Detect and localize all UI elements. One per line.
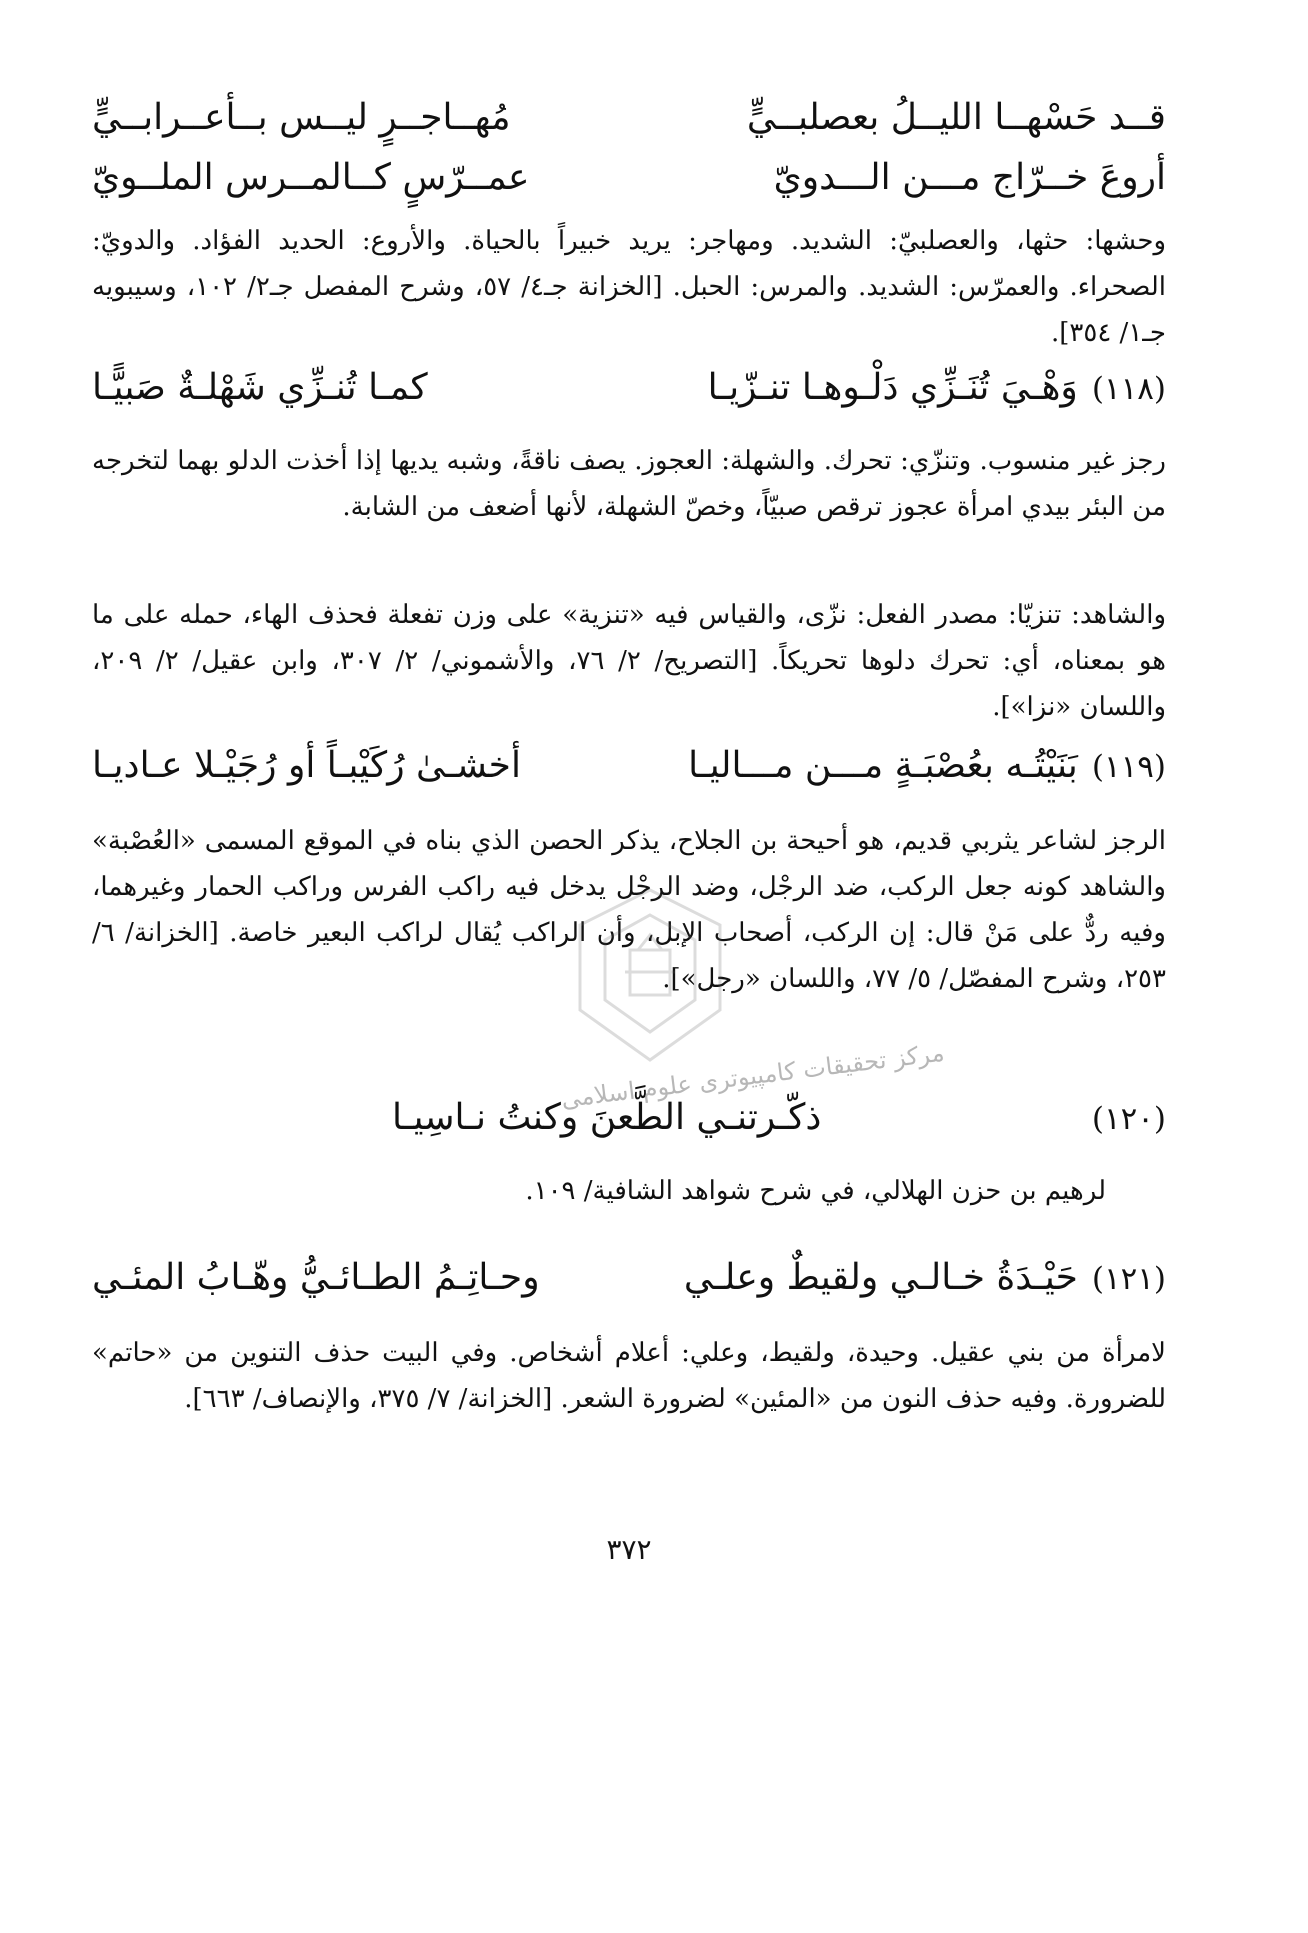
note-118-explanation bbox=[92, 438, 1166, 530]
note-121 bbox=[92, 1330, 1166, 1422]
verse-117-line-2 bbox=[92, 148, 1166, 208]
note-118-explanation-text: رجز غير منسوب. وتنزّي: تحرك. والشهلة: العجوز. يصف ناقةً، وشبه يديها إذا أخذت الدلو بهما لتخرجه من البئر بيدي امرأة عجوز ترقص صبيّاً، وخصّ الشهلة، لأنها أضعف من الشابة. bbox=[92, 446, 1166, 522]
note-118-evidence bbox=[92, 592, 1166, 730]
verse-119 bbox=[92, 736, 1166, 796]
verse-121-first-hemistich bbox=[684, 1248, 1166, 1309]
verse-117-line-2-first-hemistich: أروعَ خــرّاج مـــن الـــدويّ bbox=[773, 157, 1166, 198]
note-120 bbox=[92, 1168, 1166, 1214]
note-119-text: الرجز لشاعر يثربي قديم، هو أحيحة بن الجلاح، يذكر الحصن الذي بناه في الموقع المسمى «العُصْبة» والشاهد كونه جعل الركب، ضد الرجْل، وضد الرجْل يدخل فيه راكب الفرس وراكب الحمار وغيرهما، وفيه ردٌّ على مَنْ قال: إن الركب، أصحاب الإبل، وأن الراكب يُقال لراكب البعير خاصة. [الخزانة/ ٦/ ٢٥٣، وشرح المفصّل/ ٥/ ٧٧، واللسان «رجل»]. bbox=[92, 826, 1166, 994]
watermark-text: مركز تحقيقات كامپيوتری علوم اسلامی bbox=[559, 1038, 946, 1114]
verse-121-second-hemistich: وحـاتِـمُ الطـائـيُّ وهّـابُ المئـي bbox=[92, 1257, 540, 1298]
verse-117-line-1-first-hemistich: قــد حَسْهــا الليــلُ بعصلبــيٍّ bbox=[746, 97, 1166, 138]
verse-119-first-hemistich bbox=[688, 736, 1166, 797]
verse-118-second-hemistich: كمـا تُنـزِّي شَهْلـةٌ صَبيًّـا bbox=[92, 367, 428, 408]
watermark-logo-icon bbox=[530, 880, 770, 1080]
verse-118-first-hemistich bbox=[708, 358, 1166, 419]
verse-121-number: (١٢١) bbox=[1091, 1261, 1166, 1297]
page-number: ٣٧٢ bbox=[606, 1533, 652, 1566]
verse-120-number: (١٢٠) bbox=[1091, 1101, 1166, 1137]
note-117 bbox=[92, 218, 1166, 356]
verse-119-second-hemistich: أخشـىٰ رُكَيْبـاً أو رُجَيْـلا عـاديـا bbox=[92, 745, 521, 786]
verse-117-line-1-second-hemistich: مُهــاجــرٍ ليــس بــأعــرابــيٍّ bbox=[92, 97, 511, 138]
verse-117-line-2-second-hemistich: عمــرّسٍ كــالمــرس الملــويّ bbox=[92, 157, 530, 198]
note-120-text: لرهيم بن حزن الهلالي، في شرح شواهد الشافية/ ١٠٩. bbox=[525, 1176, 1106, 1206]
verse-117 bbox=[92, 88, 1166, 208]
verse-118-first-text: وَهْـيَ تُنَـزِّي دَلْـوهـا تنـزّيـا bbox=[707, 367, 1078, 408]
note-121-text: لامرأة من بني عقيل. وحيدة، ولقيط، وعلي: أعلام أشخاص. وفي البيت حذف التنوين من «حاتم» للضرورة. وفيه حذف النون من «المئين» لضرورة الشعر. [الخزانة/ ٧/ ٣٧٥، والإنصاف/ ٦٦٣]. bbox=[92, 1338, 1166, 1414]
verse-117-line-1 bbox=[92, 88, 1166, 148]
verse-119-number: (١١٩) bbox=[1091, 749, 1166, 785]
verse-118 bbox=[92, 358, 1166, 418]
verse-119-first-text: بَنَيْتُـه بعُصْبَـةٍ مـــن مـــاليـا bbox=[688, 745, 1078, 786]
note-117-text: وحشها: حثها، والعصلبيّ: الشديد. ومهاجر: يريد خبيراً بالحياة. والأروع: الحديد الفؤاد. والدويّ: الصحراء. والعمرّس: الشديد. والمرس: الحبل. [الخزانة جـ٤/ ٥٧، وشرح المفصل جـ٢/ ١٠٢، وسيبويه جـ١/ ٣٥٤]. bbox=[92, 226, 1166, 348]
verse-121-first-text: حَيْـدَةُ خـالـي ولقيطٌ وعلـي bbox=[683, 1257, 1078, 1298]
verse-120-hemistich: ذكّـرتنـي الطَّعنَ وكنتُ نـاسِيـا bbox=[392, 1097, 822, 1138]
verse-121 bbox=[92, 1248, 1166, 1308]
verse-118-number: (١١٨) bbox=[1091, 371, 1166, 407]
note-118-evidence-text: والشاهد: تنزيّا: مصدر الفعل: نزّى، والقياس فيه «تنزية» على وزن تفعلة فحذف الهاء، حمله على ما هو بمعناه، أي: تحرك دلوها تحريكاً. [التصريح/ ٢/ ٧٦، والأشموني/ ٢/ ٣٠٧، وابن عقيل/ ٢/ ٢٠٩، واللسان «نزا»]. bbox=[92, 600, 1167, 722]
